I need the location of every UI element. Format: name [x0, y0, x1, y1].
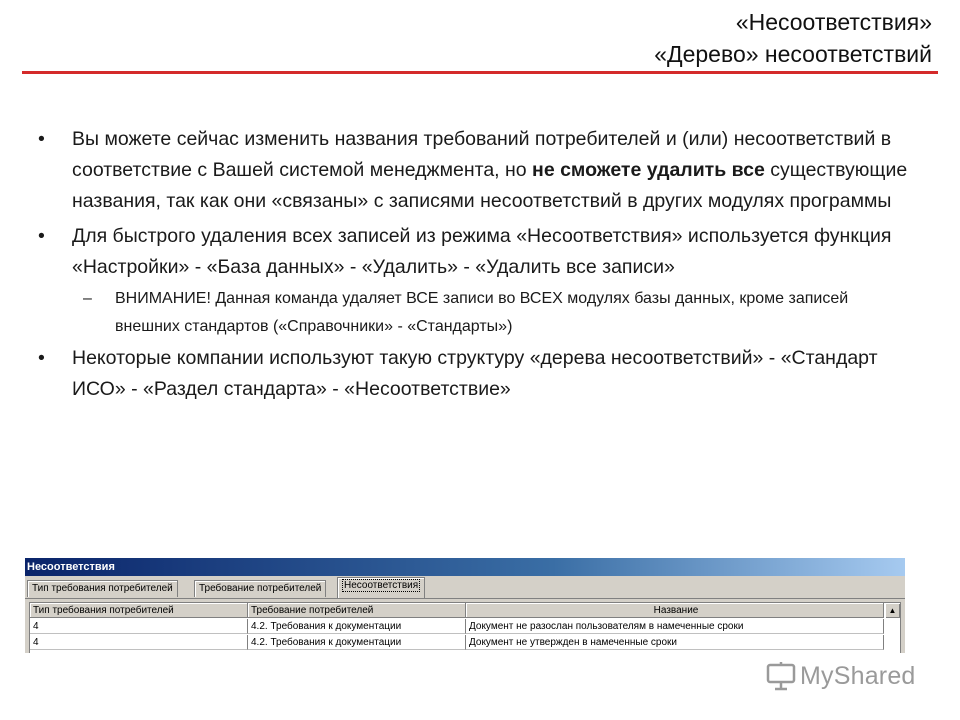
sub-bullet-item: [38, 285, 908, 341]
data-grid: [29, 602, 901, 653]
column-header[interactable]: Тип требования потребителей: [30, 603, 248, 618]
bullet-text: существующие названия, так как они «связаны» с записями несоответствий в других модулях программы: [72, 159, 908, 212]
bullet-text: Вы можете сейчас изменить названия требований потребителей и (или) несоответствий в соответствие с Вашей системой менеджмента, но: [72, 128, 892, 181]
bullet-icon: •: [38, 128, 45, 150]
scroll-up-arrow-icon[interactable]: ▲: [885, 603, 900, 618]
dash-icon: –: [83, 290, 92, 307]
bullet-item: [38, 124, 908, 217]
slide-title-line2: «Дерево» несоответствий: [654, 41, 932, 67]
bullet-bold-text: не сможете удалить все: [532, 159, 765, 181]
logo: [766, 658, 916, 694]
table-cell: 4.2. Требования к документации: [248, 635, 466, 650]
tab-customer-requirement[interactable]: Требование потребителей: [194, 580, 326, 597]
tab-customer-requirement-type[interactable]: Тип требования потребителей: [27, 580, 178, 597]
slide-title: [654, 6, 932, 70]
table-row[interactable]: [30, 619, 890, 635]
table-cell: 4.2. Требования к документации: [248, 619, 466, 634]
table-cell: 4: [30, 619, 248, 634]
table-cell: Документ не разослан пользователям в намеченные сроки: [466, 619, 884, 634]
presentation-board-icon: [766, 661, 796, 691]
table-cell: 4: [30, 635, 248, 650]
window-title: Несоответствия: [25, 558, 905, 576]
column-header[interactable]: Требование потребителей: [248, 603, 466, 618]
slide-title-line1: «Несоответствия»: [735, 9, 932, 35]
bullet-item: [38, 221, 908, 283]
bullet-list: [38, 124, 908, 405]
bullet-icon: •: [38, 347, 45, 369]
title-divider: [22, 71, 938, 74]
bullet-item: [38, 343, 908, 405]
table-row[interactable]: [30, 635, 890, 651]
tab-nonconformities[interactable]: [337, 577, 425, 598]
column-header[interactable]: Название: [466, 603, 884, 618]
grid-header: [30, 603, 890, 619]
bullet-icon: •: [38, 225, 45, 247]
bullet-text: Для быстрого удаления всех записей из режима «Несоответствия» используется функция «Настройки» - «База данных» - «Удалить» - «Удалить все записи»: [72, 225, 892, 278]
bullet-text: Некоторые компании используют такую структуру «дерева несоответствий» - «Стандарт ИСО» - «Раздел стандарта» - «Несоответствие»: [72, 347, 878, 400]
tab-bar: [25, 576, 905, 599]
sub-bullet-text: ВНИМАНИЕ! Данная команда удаляет ВСЕ записи во ВСЕХ модулях базы данных, кроме записей внешних стандартов («Справочники» - «Стандарты»): [115, 290, 849, 335]
logo-text: MyShared: [800, 661, 916, 690]
table-cell: Документ не утвержден в намеченные сроки: [466, 635, 884, 650]
embedded-app-window: [25, 558, 905, 653]
tab-nonconformities-label: Несоответствия: [344, 580, 419, 591]
